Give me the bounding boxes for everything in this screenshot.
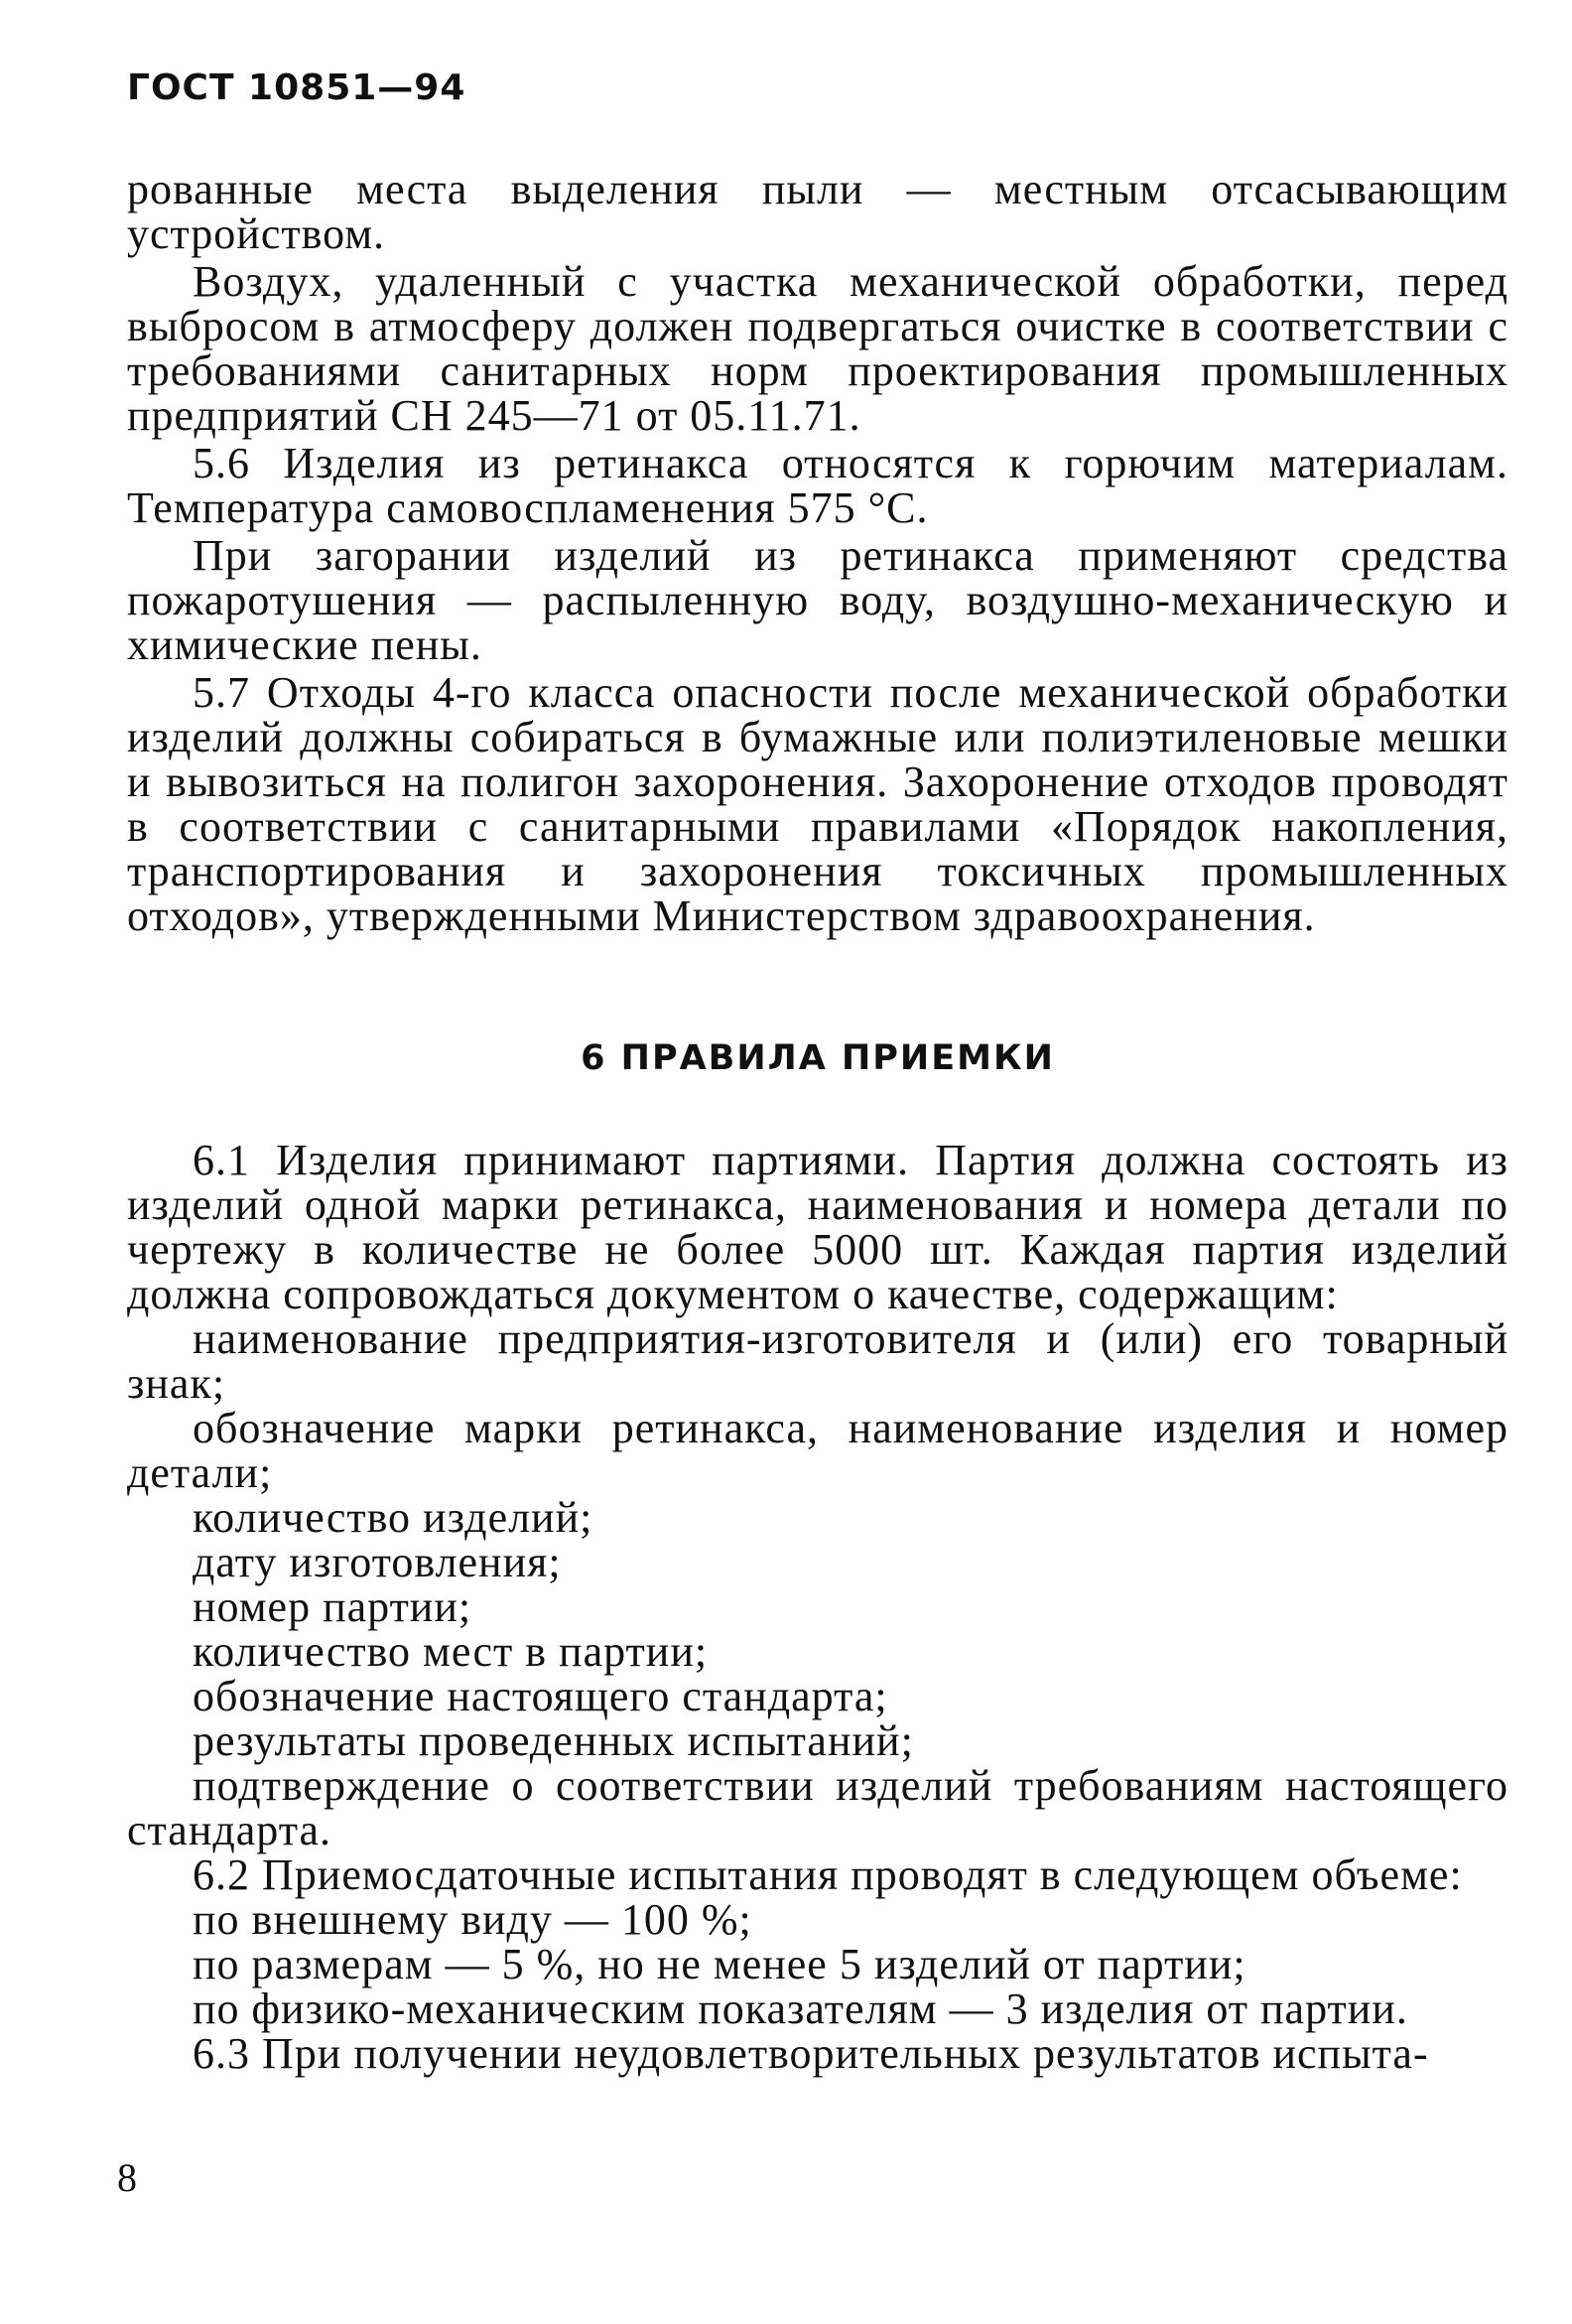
paragraph-6-3: 6.3 При получении неудовлетворительных результатов испыта- xyxy=(193,2029,1429,2078)
section-6-body xyxy=(127,1138,1508,2076)
list-item: количество мест в партии; xyxy=(193,1627,709,1676)
section-5-continuation xyxy=(127,167,1508,938)
paragraph-6-1: 6.1 Изделия принимают партиями. Партия должна состоять из изделий одной марки ретинакса, наименования и номера детали по чертежу в количестве не более 5000 шт. Каждая партия изделий должна сопровождаться документом о качестве, содержащим: xyxy=(127,1136,1508,1318)
list-item: обозначение марки ретинакса, наименование изделия и номер детали; xyxy=(127,1404,1508,1497)
list-item: обозначение настоящего стандарта; xyxy=(193,1672,888,1720)
paragraph-air-cleaning: Воздух, удаленный с участка механической обработки, перед выбросом в атмосферу должен подвергаться очистке в соответствии с требованиями санитарных норм проектирования промышленных предприятий СН 245—71 от 05.11.71. xyxy=(127,257,1508,440)
paragraph-6-2: 6.2 Приемосдаточные испытания проводят в следующем объеме: xyxy=(193,1850,1463,1899)
list-item: результаты проведенных испытаний; xyxy=(193,1716,914,1765)
list-item: по физико-механическим показателям — 3 изделия от партии. xyxy=(193,1984,1408,2033)
standard-code-header: ГОСТ 10851—94 xyxy=(127,68,466,108)
paragraph-fire-extinguishing: При загорании изделий из ретинакса применяют средства пожаротушения — распыленную воду, воздушно-механическую и химические пены. xyxy=(127,531,1508,669)
paragraph-5-7: 5.7 Отходы 4-го класса опасности после механической обработки изделий должны собираться в бумажные или полиэтиленовые мешки и вывозиться на полигон захоронения. Захоронение отходов проводят в соответствии с санитарными правилами «Порядок накопления, транспортирования и захоронения токсичных промышленных отходов», утвержденными Министерством здравоохранения. xyxy=(127,668,1508,940)
list-item: номер партии; xyxy=(193,1582,472,1631)
paragraph-5-6: 5.6 Изделия из ретинакса относятся к горючим материалам. Температура самовоспламенения 575 °С. xyxy=(127,439,1508,532)
page-number: 8 xyxy=(117,2155,137,2200)
list-item: по размерам — 5 %, но не менее 5 изделий от партии; xyxy=(193,1940,1246,1988)
paragraph-dust-extraction: рованные места выделения пыли — местным отсасывающим устройством. xyxy=(127,165,1508,258)
list-item: количество изделий; xyxy=(193,1493,593,1542)
list-item: дату изготовления; xyxy=(193,1538,562,1586)
list-item: по внешнему виду — 100 %; xyxy=(193,1895,752,1944)
list-item: подтверждение о соответствии изделий требованиям настоящего стандарта. xyxy=(127,1761,1508,1854)
section-6-title: 6 ПРАВИЛА ПРИЕМКИ xyxy=(581,1038,1055,1078)
list-item: наименование предприятия-изготовителя и (или) его товарный знак; xyxy=(127,1314,1508,1408)
